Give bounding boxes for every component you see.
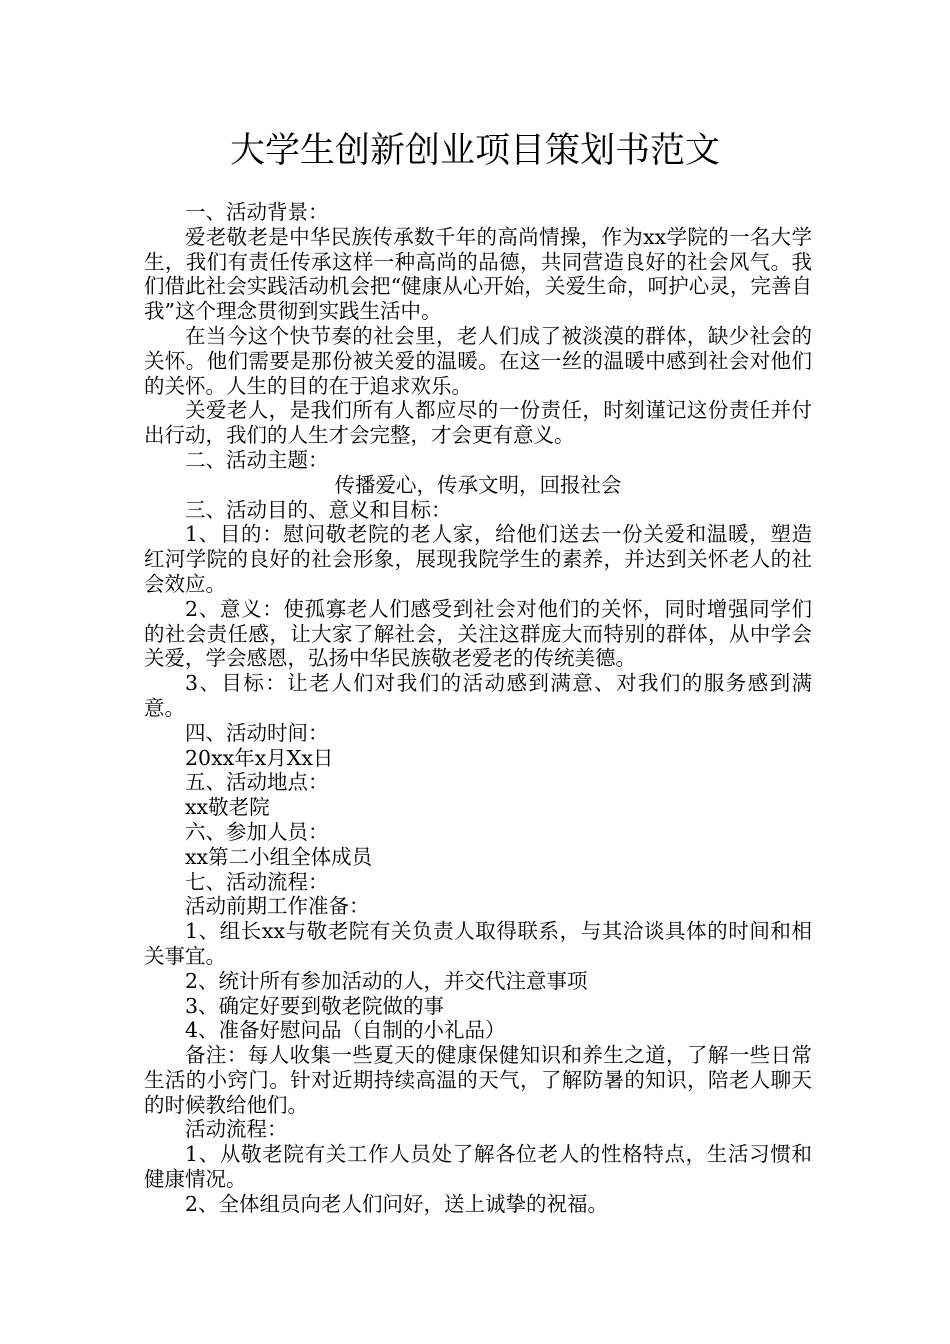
list-item: 1、从敬老院有关工作人员处了解各位老人的性格特点，生活习惯和健康情况。 <box>144 1142 812 1192</box>
document-body <box>144 200 812 1217</box>
list-item: 4、准备好慰问品（自制的小礼品） <box>185 1018 506 1043</box>
heading-location: 五、活动地点： <box>185 770 329 795</box>
paragraph: 1、目的：慰问敬老院的老人家，给他们送去一份关爱和温暖，塑造红河学院的良好的社会形象，展现我院学生的素养，并达到关怀老人的社会效应。 <box>144 522 812 596</box>
theme-slogan: 传播爱心，传承文明，回报社会 <box>334 472 622 497</box>
activity-date: 20xx年x月Xx日 <box>185 745 334 770</box>
list-item: 2、全体组员向老人们问好，送上诚挚的祝福。 <box>185 1191 609 1216</box>
subheading-preparation: 活动前期工作准备： <box>185 894 370 919</box>
heading-purpose: 三、活动目的、意义和目标： <box>185 497 452 522</box>
document-title: 大学生创新创业项目策划书范文 <box>229 131 720 171</box>
participants: xx第二小组全体成员 <box>185 844 373 869</box>
heading-background: 一、活动背景： <box>185 200 329 224</box>
paragraph: 关爱老人，是我们所有人都应尽的一份责任，时刻谨记这份责任并付出行动，我们的人生才会完整，才会更有意义。 <box>144 398 812 448</box>
paragraph: 3、目标：让老人们对我们的活动感到满意、对我们的服务感到满意。 <box>144 671 812 720</box>
note-paragraph: 备注：每人收集一些夏天的健康保健知识和养生之道，了解一些日常生活的小窍门。针对近期持续高温的天气，了解防暑的知识，陪老人聊天的时候教给他们。 <box>144 1043 812 1117</box>
heading-theme: 二、活动主题： <box>185 447 329 472</box>
paragraph: 2、意义：使孤寡老人们感受到社会对他们的关怀，同时增强同学们的社会责任感，让大家了解社会，关注这群庞大而特别的群体，从中学会关爱，学会感恩，弘扬中华民族敬老爱老的传统美德。 <box>144 596 812 671</box>
activity-location: xx敬老院 <box>185 795 270 820</box>
paragraph: 在当今这个快节奏的社会里，老人们成了被淡漠的群体，缺少社会的关怀。他们需要是那份被关爱的温暖。在这一丝的温暖中感到社会对他们的关怀。人生的目的在于追求欢乐。 <box>144 323 812 398</box>
subheading-process: 活动流程： <box>185 1117 288 1142</box>
paragraph: 爱老敬老是中华民族传承数千年的高尚情操，作为xx学院的一名大学生，我们有责任传承这样一种高尚的品德，共同营造良好的社会风气。我们借此社会实践活动机会把“健康从心开始，关爱生命，呵护心灵，完善自我”这个理念贯彻到实践生活中。 <box>144 224 812 324</box>
list-item: 1、组长xx与敬老院有关负责人取得联系，与其洽谈具体的时间和相关事宜。 <box>144 919 812 968</box>
heading-process: 七、活动流程： <box>185 869 329 894</box>
list-item: 2、统计所有参加活动的人，并交代注意事项 <box>185 968 588 993</box>
list-item: 3、确定好要到敬老院做的事 <box>185 993 445 1018</box>
heading-participants: 六、参加人员： <box>185 819 329 844</box>
heading-time: 四、活动时间： <box>185 720 329 745</box>
